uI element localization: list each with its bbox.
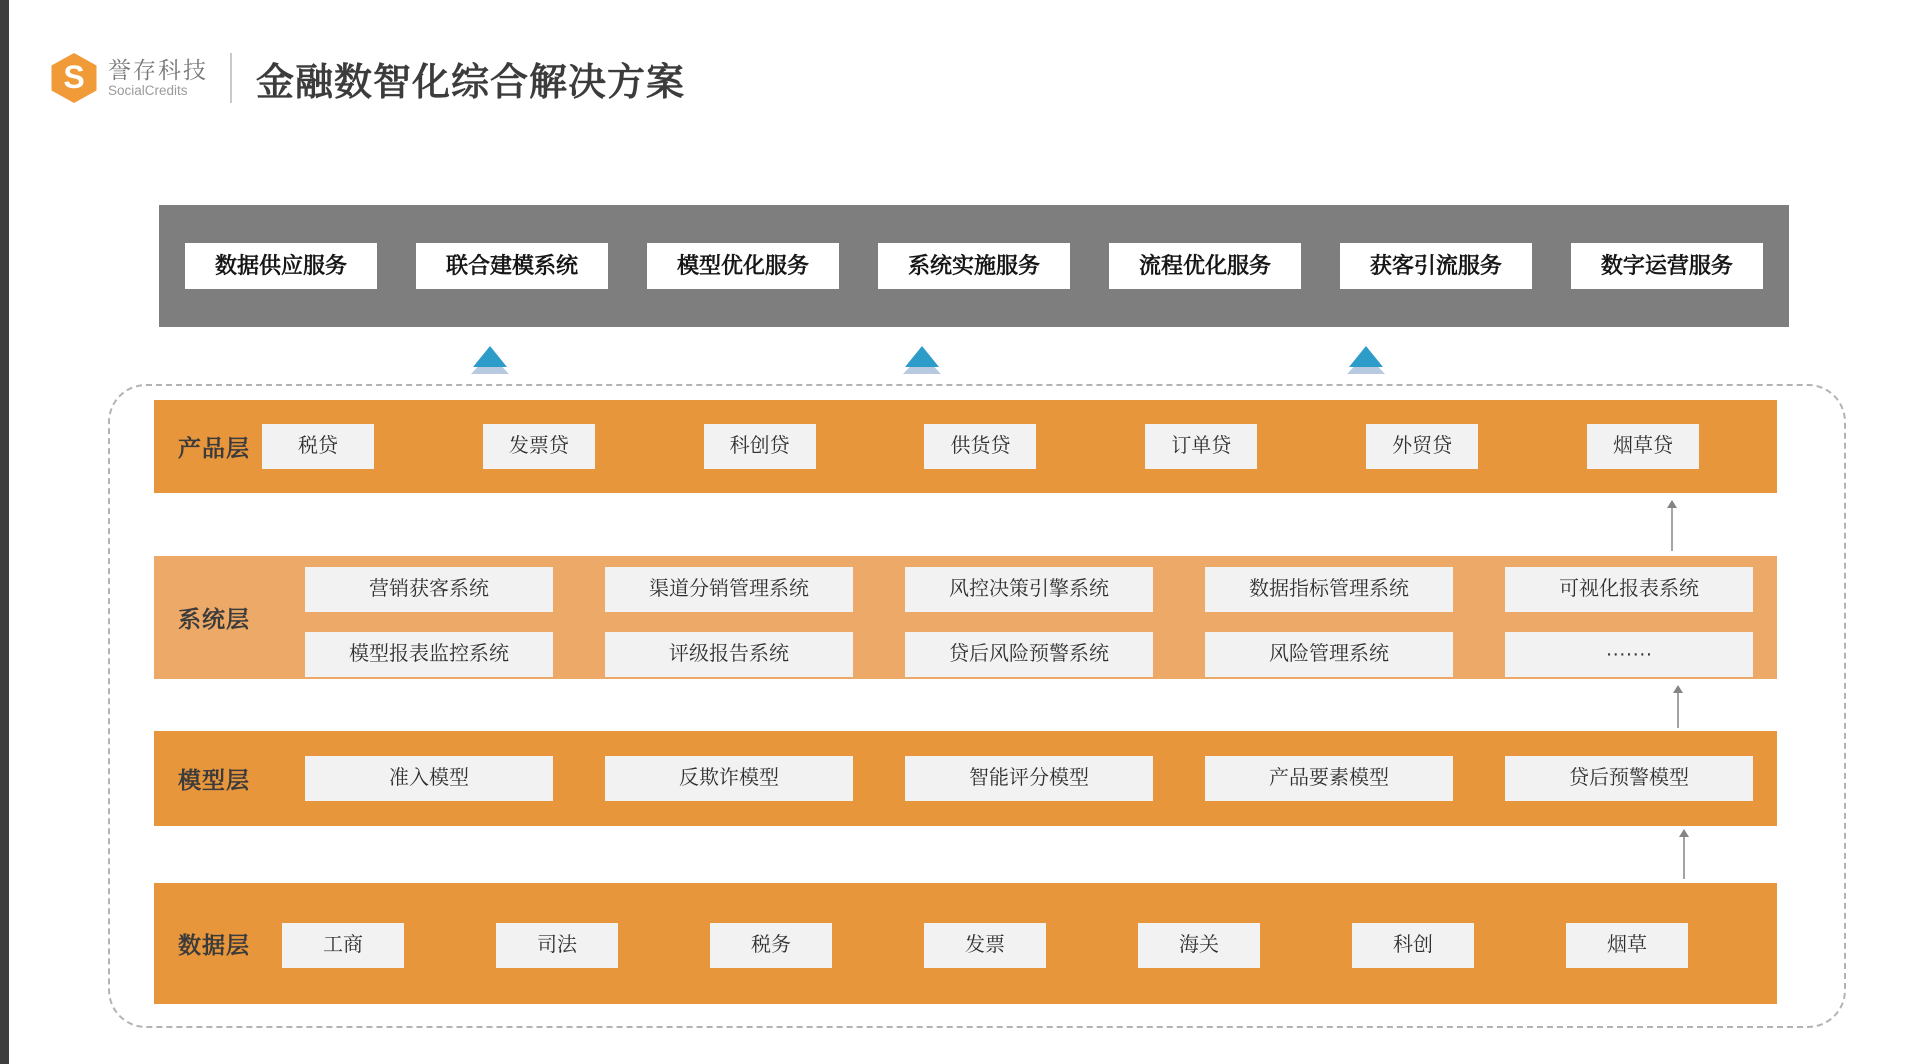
system-row <box>305 632 1753 677</box>
product-box: 供货贷 <box>924 424 1036 469</box>
layer-label: 系统层 <box>178 606 250 632</box>
page-title: 金融数智化综合解决方案 <box>256 61 686 104</box>
service-box: 数据供应服务 <box>185 243 377 289</box>
system-box: 评级报告系统 <box>605 632 853 677</box>
triangle-main <box>1349 346 1383 367</box>
service-box: 模型优化服务 <box>647 243 839 289</box>
company-block <box>108 57 208 99</box>
model-row <box>305 756 1753 801</box>
data-box: 工商 <box>282 923 404 968</box>
data-box: 税务 <box>710 923 832 968</box>
triangle-main <box>473 346 507 367</box>
system-box: 可视化报表系统 <box>1505 567 1753 612</box>
data-box: 海关 <box>1138 923 1260 968</box>
system-rows <box>305 567 1753 677</box>
service-box: 联合建模系统 <box>416 243 608 289</box>
data-row <box>282 923 1688 968</box>
hexagon-s-logo-icon <box>50 52 98 104</box>
system-box: 营销获客系统 <box>305 567 553 612</box>
system-box: 数据指标管理系统 <box>1205 567 1453 612</box>
header-divider <box>230 53 232 103</box>
up-triangle-icon <box>901 346 947 376</box>
product-box: 科创贷 <box>704 424 816 469</box>
system-box: ······· <box>1505 632 1753 677</box>
product-box: 税贷 <box>262 424 374 469</box>
model-box: 反欺诈模型 <box>605 756 853 801</box>
services-banner <box>159 205 1789 327</box>
product-box: 订单贷 <box>1145 424 1257 469</box>
layer-band-product <box>154 400 1777 493</box>
system-box: 风控决策引擎系统 <box>905 567 1153 612</box>
layer-band-system <box>154 556 1777 679</box>
layer-band-model <box>154 731 1777 826</box>
model-box: 产品要素模型 <box>1205 756 1453 801</box>
data-box: 烟草 <box>1566 923 1688 968</box>
up-arrow-icon <box>1671 684 1685 729</box>
system-box: 贷后风险预警系统 <box>905 632 1153 677</box>
system-box: 风险管理系统 <box>1205 632 1453 677</box>
data-box: 科创 <box>1352 923 1474 968</box>
up-arrow-icon <box>1677 828 1691 880</box>
model-box: 智能评分模型 <box>905 756 1153 801</box>
product-box: 发票贷 <box>483 424 595 469</box>
triangle-main <box>905 346 939 367</box>
service-box: 流程优化服务 <box>1109 243 1301 289</box>
up-arrow-icon <box>1665 499 1679 552</box>
svg-text:S: S <box>63 59 85 95</box>
layer-label: 产品层 <box>178 435 250 461</box>
company-name: 誉存科技 <box>108 57 208 83</box>
service-box: 数字运营服务 <box>1571 243 1763 289</box>
company-subtitle: SocialCredits <box>108 83 188 98</box>
system-box: 渠道分销管理系统 <box>605 567 853 612</box>
header <box>50 48 685 108</box>
system-row <box>305 567 1753 612</box>
model-box: 贷后预警模型 <box>1505 756 1753 801</box>
layer-label: 数据层 <box>178 932 250 958</box>
left-edge-strip <box>0 0 9 1064</box>
service-box: 获客引流服务 <box>1340 243 1532 289</box>
product-row <box>262 424 1699 469</box>
product-box: 外贸贷 <box>1366 424 1478 469</box>
service-box: 系统实施服务 <box>878 243 1070 289</box>
up-triangle-icon <box>1345 346 1391 376</box>
up-triangle-icon <box>469 346 515 376</box>
system-box: 模型报表监控系统 <box>305 632 553 677</box>
layer-band-data <box>154 883 1777 1004</box>
product-box: 烟草贷 <box>1587 424 1699 469</box>
layer-label: 模型层 <box>178 767 250 793</box>
model-box: 准入模型 <box>305 756 553 801</box>
data-box: 司法 <box>496 923 618 968</box>
data-box: 发票 <box>924 923 1046 968</box>
